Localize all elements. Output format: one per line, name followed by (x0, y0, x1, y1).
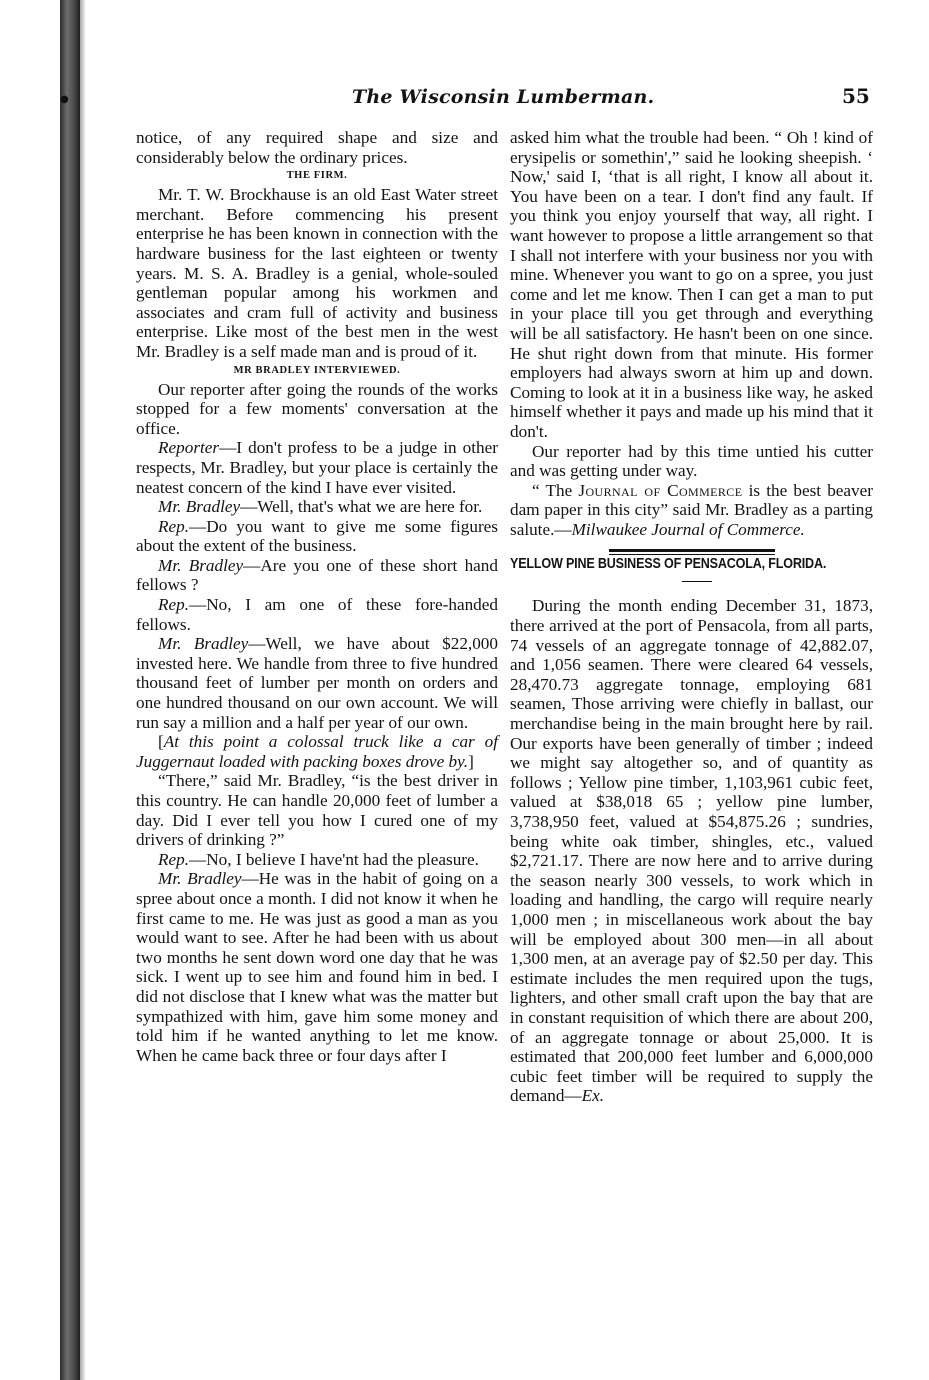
page-header (0, 84, 929, 114)
journal-name: Journal of Commerce (578, 480, 743, 500)
source-credit: Milwaukee Journal of Commerce. (571, 519, 805, 539)
bracket-open: [ (158, 732, 164, 752)
dialogue-paragraph (136, 595, 498, 634)
dialogue-text: —Well, that's what we are here for. (240, 497, 483, 517)
speaker-label: Mr. Bradley (158, 869, 242, 889)
dialogue-paragraph (136, 869, 498, 1065)
headline-rule (682, 581, 712, 582)
quote-open: “ The (532, 480, 579, 500)
stage-direction-text: At this point a colossal truck like a car of Juggernaut loaded with packing boxes drove by. (136, 732, 498, 771)
dialogue-text: —Do you want to give me some figures about the extent of the business. (136, 516, 498, 556)
speaker-label: Mr. Bradley (158, 555, 244, 575)
paragraph: Our reporter had by this time untied his cutter and was getting under way. (510, 441, 873, 481)
section-divider (609, 549, 775, 552)
stage-direction (136, 732, 498, 771)
right-column (510, 128, 873, 1106)
page-number: 55 (842, 84, 870, 108)
dialogue-text: —Are you one of these short hand fellows ? (136, 555, 498, 595)
quote-text: is the best beaver dam paper in this city” said Mr. Bradley as a parting salute.— (510, 480, 873, 539)
speaker-label: Mr. Bradley (158, 634, 249, 654)
article-body (510, 596, 873, 1105)
paragraph: Our reporter after going the rounds of the works stopped for a few moments' conversation at the office. (136, 379, 498, 438)
speaker-label: Rep. (158, 849, 190, 869)
quote-paragraph (510, 481, 873, 540)
paragraph: “There,” said Mr. Bradley, “is the best driver in this country. He can handle 20,000 feet of lumber a day. Did I ever tell you how I cured one of my drivers of drinking ?” (136, 771, 498, 850)
speaker-label: Reporter (158, 438, 220, 458)
dialogue-text: —No, I believe I have'nt had the pleasure. (189, 849, 479, 869)
dialogue-text: —Well, we have about $22,000 invested here. We handle from three to five hundred thousand feet of lumber per month on orders and one hundred thousand on our own account. We will run say a million and a half per year of our own. (136, 634, 498, 732)
running-title: The Wisconsin Lumberman. (352, 86, 655, 108)
speaker-label: Rep. (158, 595, 190, 615)
dialogue-paragraph (136, 556, 498, 595)
speaker-label: Mr. Bradley (158, 497, 241, 517)
article-text: During the month ending December 31, 1873, there arrived at the port of Pensacola, from all parts, 74 vessels of an aggregate tonnage of 42,882.07, and 1,056 seamen. There were cleared 64 vessels, 28,470.73 aggregate tonnage, employing 681 seamen, Those arriving were chiefly in ballast, our merchandise being in the main brought here by rail. Our exports have been generally of timber ; indeed we might say altogether so, and of quantity as follows ; Yellow pine timber, 1,103,961 cubic feet, valued at $38,018 65 ; yellow pine lumber, 3,738,950 feet, valued at $54,875.26 ; sundries, being white oak timber, shingles, etc., valued $2,721.17. There are now here and to arrive during the season nearly 300 vessels, to work which in loading and handling, the cargo will require nearly 1,000 men ; in miscellaneous work about the bay will be employed about 300 men—in all about 1,300 men, at an average pay of $2.50 per day. This estimate includes the men required upon the tugs, lighters, and other small craft upon the bay that are in constant requisition of which there are about 200, of an aggregate tonnage or about 25,000. It is estimated that 200,000 feet lumber and 6,000,000 cubic feet timber will be required to supply the demand— (510, 596, 873, 1106)
dialogue-paragraph (136, 634, 498, 732)
dialogue-paragraph (136, 438, 498, 497)
section-heading-interview: MR BRADLEY INTERVIEWED. (233, 364, 401, 376)
bracket-close: ] (468, 751, 474, 771)
left-column (136, 128, 498, 1065)
dialogue-text: —No, I am one of these fore-handed fellows. (136, 595, 498, 634)
dialogue-text: —I don't profess to be a judge in other respects, Mr. Bradley, but your place is certainly the neatest concern of the kind I have ever visited. (136, 438, 498, 497)
binding-shadow (80, 0, 86, 1380)
paragraph: asked him what the trouble had been. “ Oh ! kind of erysipelis or somethin',” said he looking sheepish. ‘ Now,' said I, ‘that is all right, I know all about it. You have been on a tear. I don't find any fault. If you think you enjoy yourself that way, all right. I want however to propose a little arrangement so that I shall not interfere with your business nor you with mine. Whenever you want to go on a spree, you just come and let me know. Then I can get a man to put in your place till you get through and everything will be all satisfactory. He hasn't been on one since. He shut right down from that minute. His former employers had always sworn at him up and down. Coming to look at it in a business like way, he asked himself whether it pays and made up his mind that it don't. (510, 128, 873, 441)
dialogue-paragraph (136, 850, 498, 870)
paragraph: Mr. T. W. Brockhause is an old East Water street merchant. Before commencing his present enterprise he has been known in connection with the hardware business for the last eighteen or twenty years. M. S. A. Bradley is a genial, whole-souled gentleman popular among his workmen and associates and cram full of activity and business enterprise. Like most of the best men in the west Mr. Bradley is a self made man and is proud of it. (136, 185, 498, 361)
section-heading-the-firm: THE FIRM. (286, 170, 348, 182)
dialogue-paragraph (136, 497, 498, 517)
book-binding (60, 0, 80, 1380)
article-headline: YELLOW PINE BUSINESS OF PENSACOLA, FLORIDA. (510, 556, 827, 573)
speaker-label: Rep. (158, 516, 190, 536)
source-credit: Ex. (581, 1086, 605, 1106)
dialogue-text: —He was in the habit of going on a spree about once a month. I did not know it when he first came to me. He was just as good a man as you would want to see. After he had been with us about two months he sent down word one day that he was sick. I went up to see him and found him in bed. I did not disclose that I knew what was the matter but sympathized with him, gave him some money and told him if he wanted anything to let me know. When he came back three or four days after I (136, 869, 498, 1065)
margin-mark-icon: ● (60, 94, 69, 105)
dialogue-paragraph (136, 517, 498, 556)
paragraph: notice, of any required shape and size and considerably below the ordinary prices. (136, 128, 498, 167)
